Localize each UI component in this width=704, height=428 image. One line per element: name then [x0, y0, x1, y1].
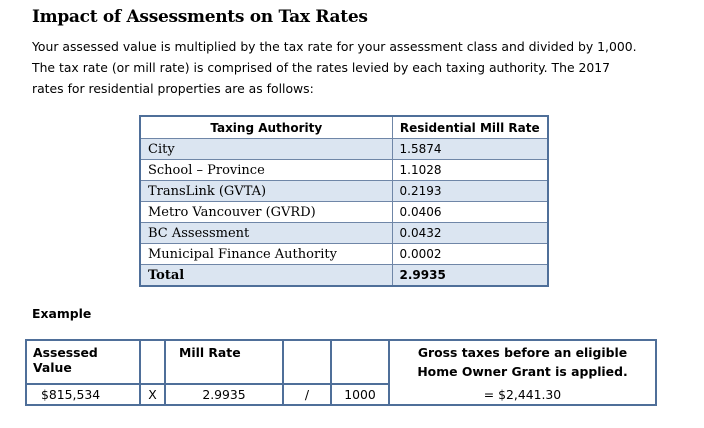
- table-row: [140, 139, 548, 160]
- paragraph-line: Your assessed value is multiplied by the tax rate for your assessment class and divided by 1,000.: [32, 39, 637, 54]
- rate-cell: 0.0406: [392, 202, 548, 223]
- page-title: Impact of Assessments on Tax Rates: [32, 7, 368, 27]
- multiply-sign: X: [140, 384, 165, 405]
- empty-cell: [283, 340, 331, 384]
- table-row: [140, 181, 548, 202]
- authority-cell: Metro Vancouver (GVRD): [140, 202, 392, 223]
- divide-sign: /: [283, 384, 331, 405]
- mill-rate-value: 2.9935: [165, 384, 283, 405]
- rate-cell: 0.2193: [392, 181, 548, 202]
- authority-cell: BC Assessment: [140, 223, 392, 244]
- rate-cell: 1.5874: [392, 139, 548, 160]
- example-calculation-table: [25, 339, 657, 406]
- authority-cell: TransLink (GVTA): [140, 181, 392, 202]
- gross-taxes-line: Gross taxes before an eligible: [417, 345, 628, 360]
- gross-taxes-result: = $2,441.30: [389, 384, 656, 405]
- authority-cell: Total: [140, 265, 392, 287]
- mill-rate-table: [139, 115, 549, 287]
- intro-paragraph: [32, 36, 672, 99]
- table-row: [140, 223, 548, 244]
- example-header-row: [26, 340, 656, 384]
- header-taxing-authority: Taxing Authority: [140, 116, 392, 139]
- rate-cell: 2.9935: [392, 265, 548, 287]
- divisor-value: 1000: [331, 384, 389, 405]
- mill-rate-label: Mill Rate: [165, 340, 283, 384]
- rate-cell: 0.0432: [392, 223, 548, 244]
- table-row: [140, 244, 548, 265]
- header-residential-mill-rate: Residential Mill Rate: [392, 116, 548, 139]
- assessed-value: $815,534: [26, 384, 140, 405]
- gross-taxes-line: Home Owner Grant is applied.: [417, 364, 628, 379]
- rate-cell: 0.0002: [392, 244, 548, 265]
- authority-cell: School – Province: [140, 160, 392, 181]
- total-row: [140, 265, 548, 287]
- assessed-value-label: Assessed Value: [26, 340, 140, 384]
- example-values-row: [26, 384, 656, 405]
- gross-taxes-label: [389, 340, 656, 384]
- table-row: [140, 160, 548, 181]
- paragraph-line: The tax rate (or mill rate) is comprised of the rates levied by each taxing authority. The 2017: [32, 60, 611, 75]
- paragraph-line: rates for residential properties are as follows:: [32, 81, 314, 96]
- example-heading: Example: [32, 306, 92, 321]
- rate-cell: 1.1028: [392, 160, 548, 181]
- authority-cell: City: [140, 139, 392, 160]
- authority-cell: Municipal Finance Authority: [140, 244, 392, 265]
- table-header-row: [140, 116, 548, 139]
- empty-cell: [331, 340, 389, 384]
- empty-cell: [140, 340, 165, 384]
- table-row: [140, 202, 548, 223]
